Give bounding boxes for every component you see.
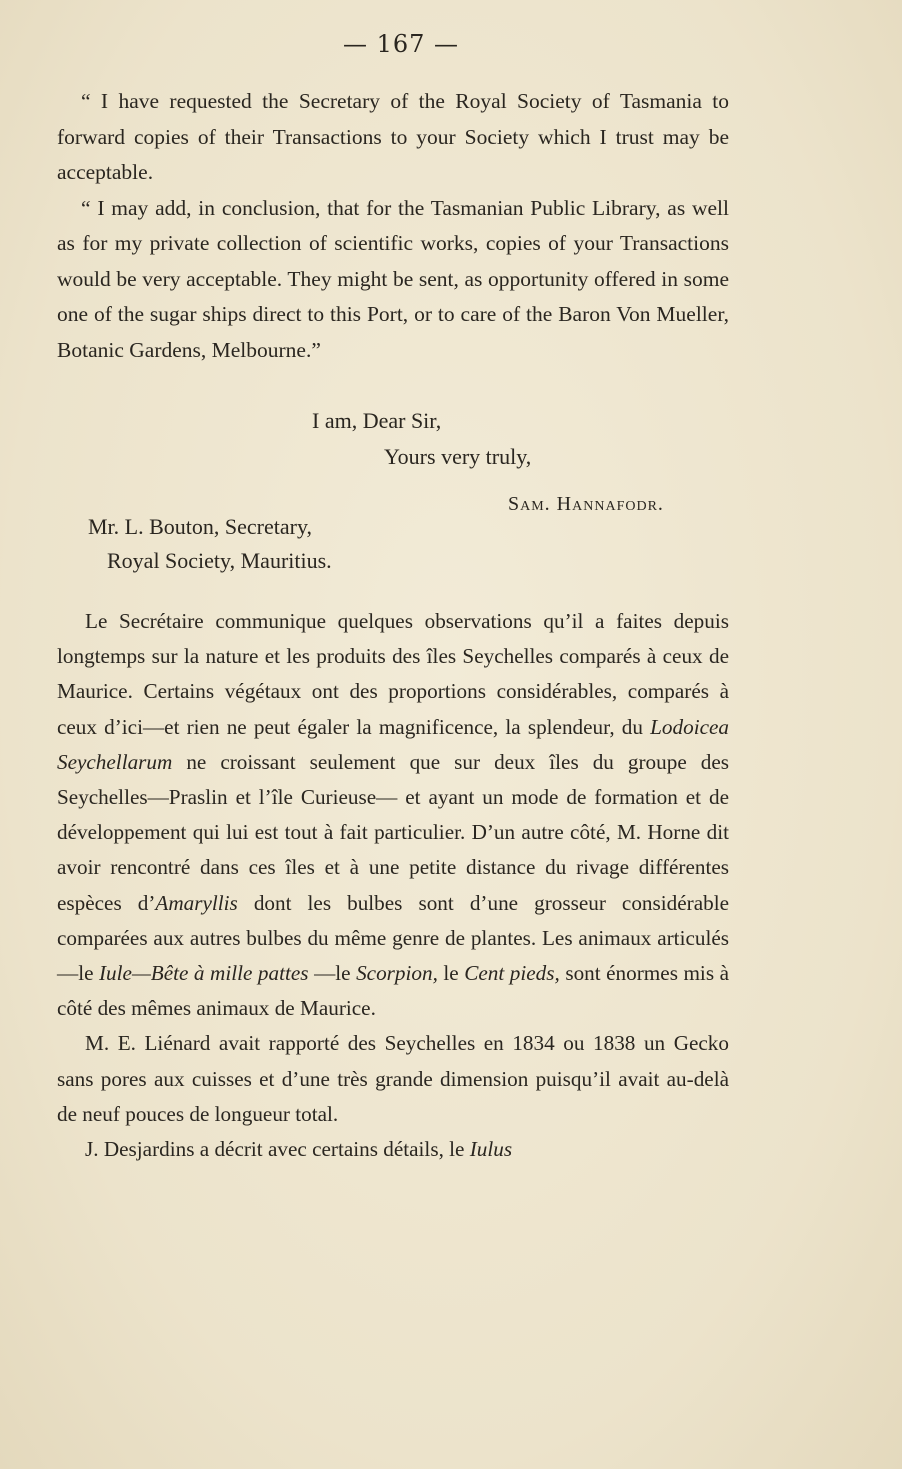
species-name: Iulus <box>469 1137 513 1162</box>
species-name: Cent pieds, <box>464 961 560 986</box>
letter-paragraph-2: “ I may add, in conclusion, that for the Tasmanian Public Library, as well as for my private collection of scientific works, copies of your Transactions would be very acceptable. They might be sent, as opportunity offered in some one of the sugar ships direct to this Port, or to care of the Baron Von Mueller, Botanic Gardens, Melbourne.” <box>57 195 729 362</box>
addressee-name: Mr. L. Bouton, Secretary, <box>88 514 313 539</box>
text-run: ne croissant seulement que sur deux îles du groupe des Seychelles—Praslin et l’île Curieuse— et ayant un mode de formation et de développement qui lui est tout à fait particulier. D’un autre côté, M. Horne dit avoir rencontré dans ces îles et à une petite distance du rivage différentes espèces d’ <box>57 749 729 915</box>
text-run: sont énormes mis à côté des mêmes animaux de Maurice. <box>57 961 729 1021</box>
species-name: Lodoicea Seychellarum <box>57 714 729 774</box>
closing-salutation: I am, Dear Sir, <box>312 408 442 433</box>
text-run: le <box>437 961 465 986</box>
paragraph-seychelles <box>57 604 729 1026</box>
letter-text <box>57 84 729 368</box>
paragraph-gecko: M. E. Liénard avait rapporté des Seychelles en 1834 ou 1838 un Gecko sans pores aux cuisses et d’une très grande dimension puisqu’il avait au-delà de neuf pouces de longueur total. <box>57 1031 729 1126</box>
text-run: J. Desjardins a décrit avec certains détails, le <box>85 1137 470 1162</box>
species-name: Iule—Bête à mille pattes <box>99 961 309 986</box>
closing-valediction: Yours very truly, <box>384 444 532 469</box>
addressee-organization: Royal Society, Mauritius. <box>107 548 332 573</box>
letter-paragraph-1: “ I have requested the Secretary of the Royal Society of Tasmania to forward copies of their Transactions to your Society which I trust may be acceptable. <box>57 89 729 184</box>
paragraph-desjardins <box>57 1132 729 1167</box>
species-name: Amaryllis <box>155 890 238 915</box>
main-text <box>57 604 729 1167</box>
text-run: —le <box>308 961 357 986</box>
signature: Sam. Hannafodr. <box>508 493 664 515</box>
species-name: Scorpion, <box>356 961 438 986</box>
page-number: — 167 — <box>342 30 460 58</box>
text-run: Le Secrétaire communique quelques observations qu’il a faites depuis longtemps sur la nature et les produits des îles Seychelles comparés à ceux de Maurice. Certains végétaux ont des proportions considérables, comparés à ceux d’ici—et rien ne peut égaler la magnificence, la splendeur, du <box>57 609 729 739</box>
text-run: dont les bulbes sont d’une grosseur considérable comparées aux autres bulbes du même genre de plantes. Les animaux articulés —le <box>57 890 729 986</box>
